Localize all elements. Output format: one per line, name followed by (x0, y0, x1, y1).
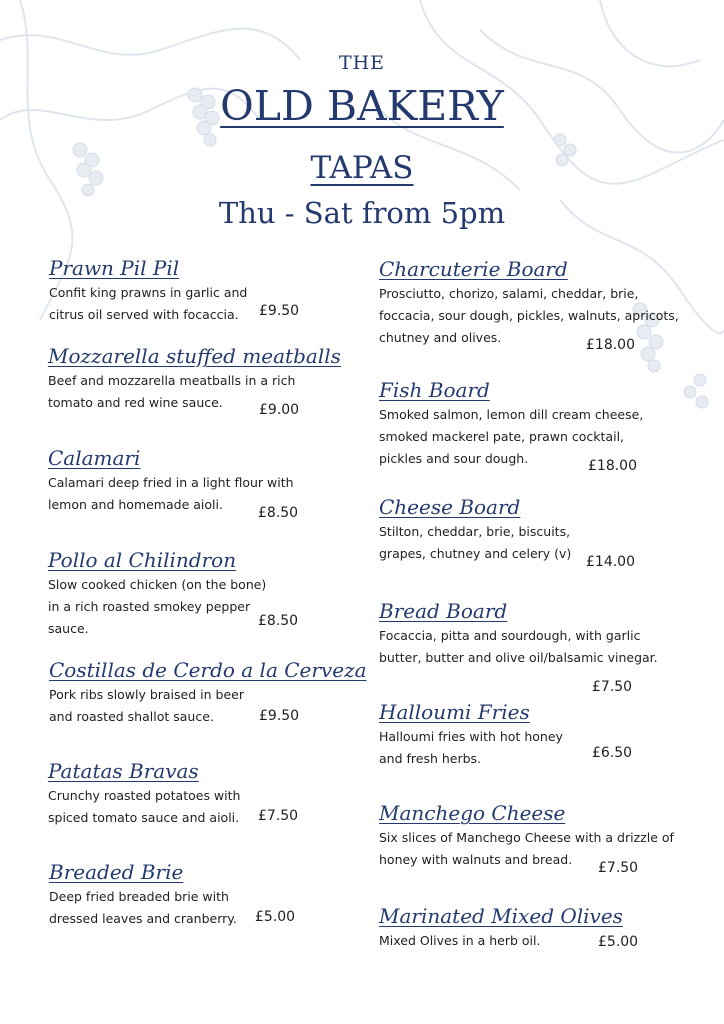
menu-item-price: £18.00 (586, 337, 635, 353)
menu-item-price: £14.00 (586, 554, 635, 570)
menu-item-description: Confit king prawns in garlic and citrus oil served with focaccia. (49, 285, 248, 322)
menu-item-name: Mozzarella stuffed meatballs (48, 344, 341, 368)
menu-item-prawn-pil-pil (49, 256, 249, 326)
menu-item-name: Charcuterie Board (379, 257, 568, 281)
menu-item-name: Costillas de Cerdo a la Cerveza (49, 658, 367, 682)
menu-item-description: Six slices of Manchego Cheese with a drizzle of honey with walnuts and bread. (379, 830, 674, 867)
menu-item-name: Halloumi Fries (379, 700, 530, 724)
title-the: THE (338, 52, 386, 74)
menu-item-name: Breaded Brie (49, 860, 184, 884)
menu-header (0, 0, 724, 240)
menu-item-price: £8.50 (258, 505, 299, 521)
menu-item-description: Smoked salmon, lemon dill cream cheese, smoked mackerel pate, prawn cocktail, pickles and sour dough. (379, 407, 644, 466)
menu-item-breaded-brie (49, 860, 244, 930)
menu-item-description: Stilton, cheddar, brie, biscuits, grapes, chutney and celery (v) (379, 524, 572, 561)
menu-item-name: Calamari (48, 446, 141, 470)
menu-item-description: Deep fried breaded brie with dressed leaves and cranberry. (49, 889, 237, 926)
menu-item-price: £6.50 (592, 745, 633, 761)
menu-item-description: Prosciutto, chorizo, salami, cheddar, brie, foccacia, sour dough, pickles, walnuts, apricots, chutney and olives. (379, 286, 679, 345)
menu-item-price: £8.50 (258, 613, 299, 629)
menu-item-fish-board (379, 378, 649, 470)
menu-item-name: Marinated Mixed Olives (379, 904, 623, 928)
menu-item-price: £9.50 (259, 303, 300, 319)
menu-item-description: Pork ribs slowly braised in beer and roasted shallot sauce. (49, 687, 244, 724)
menu-item-name: Manchego Cheese (379, 801, 566, 825)
menu-item-price: £7.50 (258, 808, 299, 824)
menu-item-description: Calamari deep fried in a light flour with lemon and homemade aioli. (48, 475, 294, 512)
menu-item-name: Pollo al Chilindron (48, 548, 237, 572)
opening-hours: Thu - Sat from 5pm (218, 196, 506, 230)
menu-item-description: Beef and mozzarella meatballs in a rich tomato and red wine sauce. (48, 373, 296, 410)
menu-item-name: Patatas Bravas (48, 759, 199, 783)
menu-item-description: Crunchy roasted potatoes with spiced tomato sauce and aioli. (48, 788, 241, 825)
menu-item-pollo-al-chilindron (48, 548, 273, 640)
section-title: TAPAS (310, 150, 414, 186)
menu-item-name: Bread Board (379, 599, 508, 623)
menu-item-halloumi-fries (379, 700, 584, 770)
menu-item-manchego-cheese (379, 801, 689, 871)
menu-item-name: Prawn Pil Pil (49, 256, 180, 280)
menu-item-price: £9.50 (259, 708, 300, 724)
menu-item-description: Focaccia, pitta and sourdough, with garlic butter, butter and olive oil/balsamic vinegar. (379, 628, 658, 665)
menu-item-name: Fish Board (379, 378, 490, 402)
menu-item-price: £9.00 (259, 402, 300, 418)
menu-item-price: £18.00 (588, 458, 637, 474)
menu-item-bread-board (379, 599, 679, 669)
menu-item-description: Halloumi fries with hot honey and fresh herbs. (379, 729, 563, 766)
menu-item-price: £5.00 (255, 909, 296, 925)
menu-item-price: £7.50 (592, 679, 633, 695)
menu-item-cheese-board (379, 495, 579, 565)
menu-item-charcuterie-board (379, 257, 679, 349)
menu-item-patatas-bravas (48, 759, 243, 829)
menu-item-description: Mixed Olives in a herb oil. (379, 933, 541, 948)
menu-item-price: £7.50 (598, 860, 639, 876)
menu-item-name: Cheese Board (379, 495, 521, 519)
restaurant-name: OLD BAKERY (220, 82, 504, 130)
menu-item-price: £5.00 (598, 934, 639, 950)
menu-item-description: Slow cooked chicken (on the bone) in a rich roasted smokey pepper sauce. (48, 577, 267, 636)
